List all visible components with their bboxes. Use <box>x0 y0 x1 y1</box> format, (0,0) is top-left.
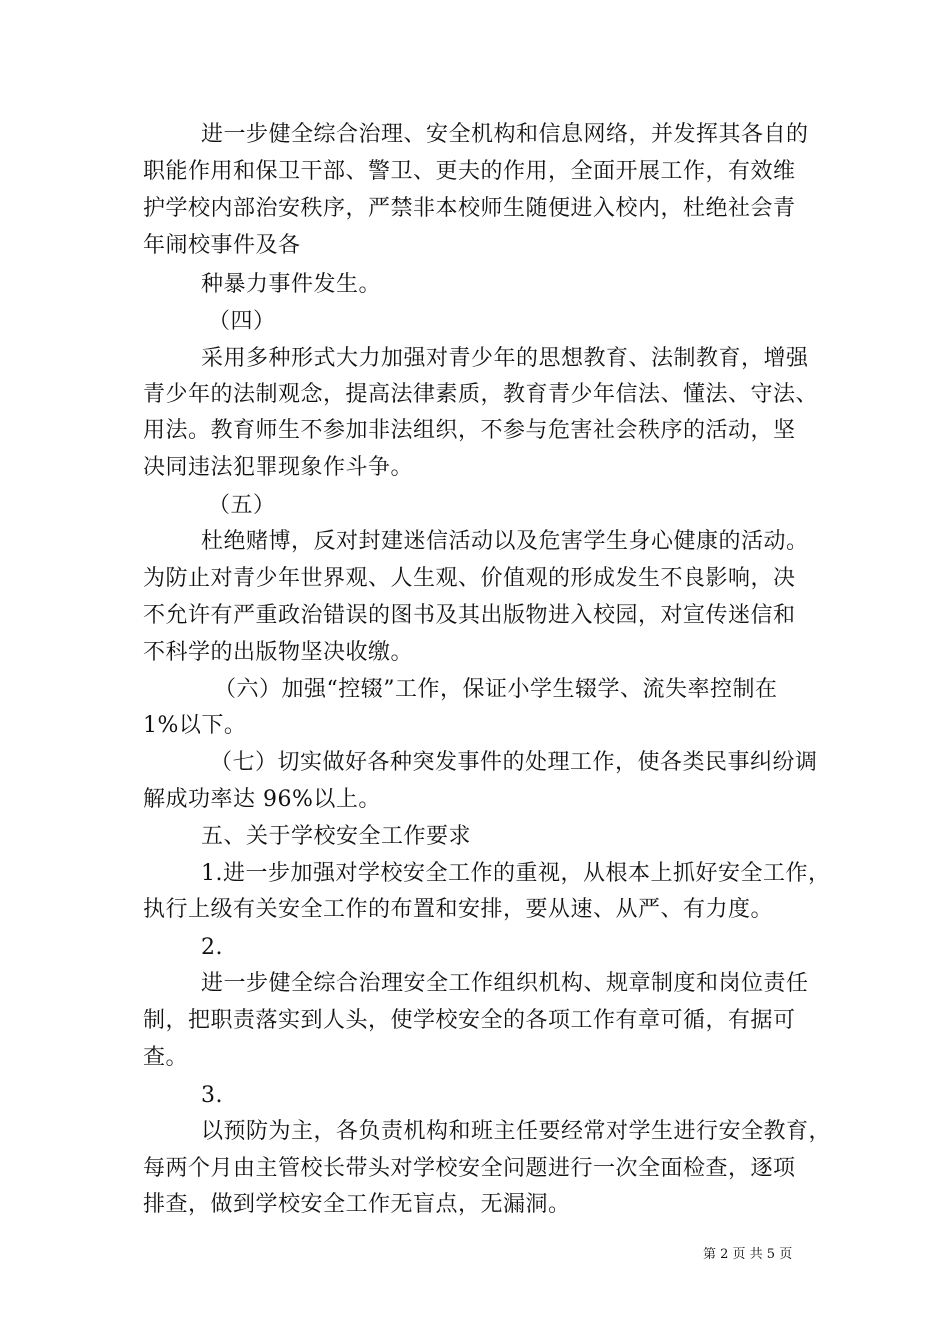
section-heading: 五、关于学校安全工作要求 <box>201 824 472 849</box>
text-line: 青少年的法制观念，提高法律素质，教育青少年信法、懂法、守法、 <box>143 382 819 407</box>
text-line: 采用多种形式大力加强对青少年的思想教育、法制教育，增强 <box>201 346 809 371</box>
text-line: 执行上级有关安全工作的布置和安排，要从速、从严、有力度。 <box>143 897 774 922</box>
text-line: 为防止对青少年世界观、人生观、价值观的形成发生不良影响，决 <box>143 566 796 591</box>
text-line: 排查，做到学校安全工作无盲点，无漏洞。 <box>143 1192 571 1217</box>
text-line: 杜绝赌博，反对封建迷信活动以及危害学生身心健康的活动。 <box>201 529 809 554</box>
text-line: 护学校内部治安秩序，严禁非本校师生随便进入校内，杜绝社会青 <box>143 196 796 221</box>
text-line: （六）加强“控辍”工作，保证小学生辍学、流失率控制在 <box>214 677 778 702</box>
text-line: 1.进一步加强对学校安全工作的重视，从根本上抓好安全工作， <box>201 861 831 886</box>
section-heading: （五） <box>208 493 276 518</box>
list-number: 3. <box>201 1083 223 1108</box>
text-line: 种暴力事件发生。 <box>201 272 382 297</box>
text-line: 每两个月由主管校长带头对学校安全问题进行一次全面检查，逐项 <box>143 1156 796 1181</box>
text-line: 查。 <box>143 1045 189 1070</box>
text-line: 用法。教育师生不参加非法组织，不参与危害社会秩序的活动，坚 <box>143 418 796 443</box>
text-line: 制，把职责落实到人头，使学校安全的各项工作有章可循，有据可 <box>143 1008 796 1033</box>
text-line: 不允许有严重政治错误的图书及其出版物进入校园，对宣传迷信和 <box>143 603 796 628</box>
text-line: 年闹校事件及各 <box>143 233 301 258</box>
text-line: 进一步健全综合治理、安全机构和信息网络，并发挥其各自的 <box>201 122 809 147</box>
text-line: 进一步健全综合治理安全工作组织机构、规章制度和岗位责任 <box>201 971 809 996</box>
text-line: 职能作用和保卫干部、警卫、更夫的作用，全面开展工作，有效维 <box>143 159 796 184</box>
text-line: 以预防为主，各负责机构和班主任要经常对学生进行安全教育， <box>201 1119 832 1144</box>
text-line: 决同违法犯罪现象作斗争。 <box>143 455 414 480</box>
text-line: 1%以下。 <box>143 713 247 738</box>
page-number-footer: 第 2 页 共 5 页 <box>703 1247 793 1262</box>
section-heading: （四） <box>208 309 276 334</box>
text-line: 解成功率达 96%以上。 <box>143 787 381 812</box>
text-line: 不科学的出版物坚决收缴。 <box>143 640 414 665</box>
list-number: 2. <box>201 935 223 960</box>
text-line: （七）切实做好各种突发事件的处理工作，使各类民事纠纷调 <box>210 750 818 775</box>
